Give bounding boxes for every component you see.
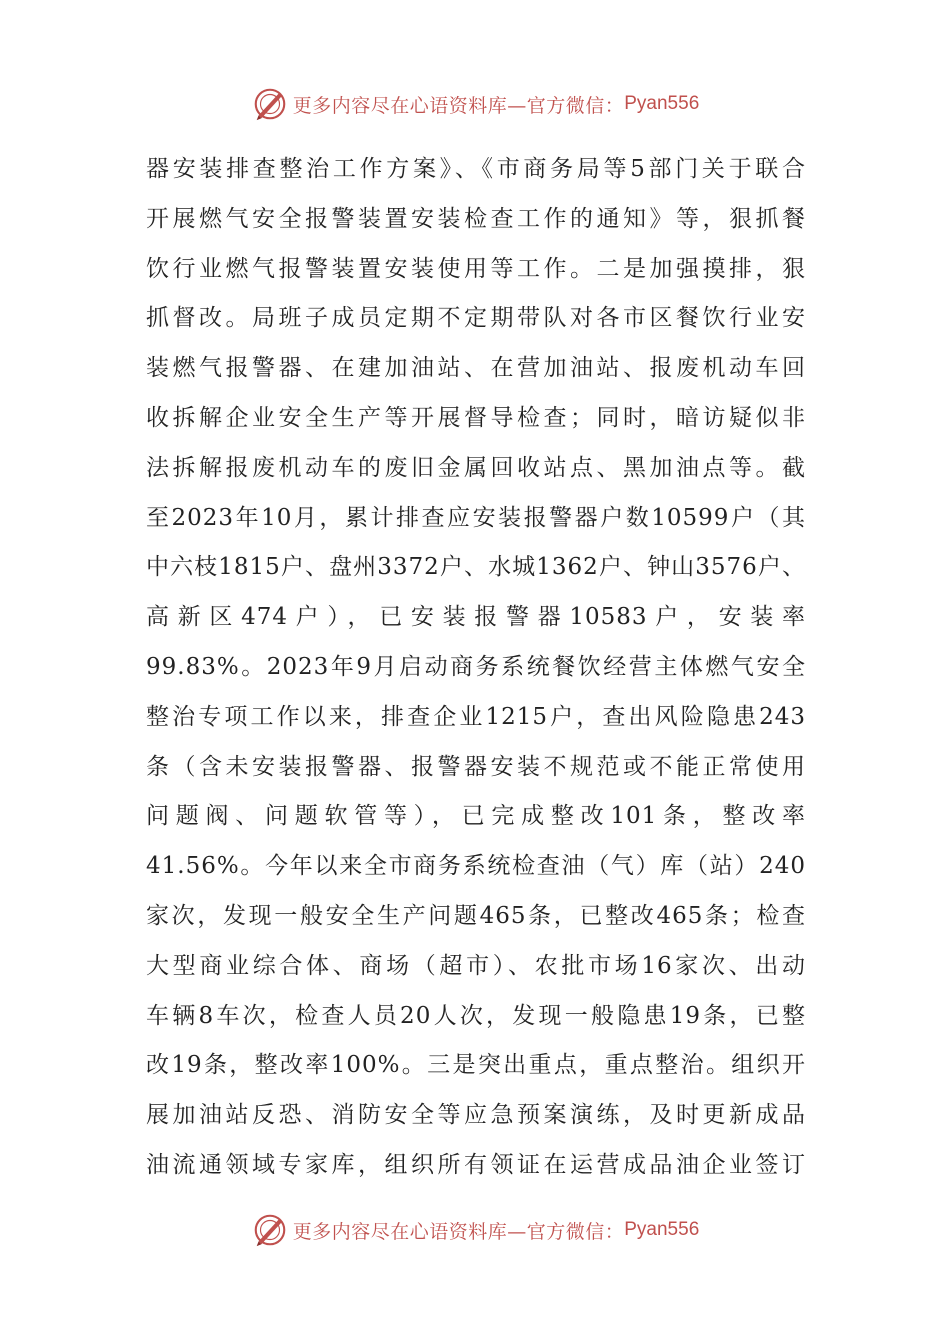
text-line: 家次，发现一般安全生产问题465条，已整改465条；检查 (146, 902, 806, 929)
banner-wechat-id: Pyan556 (624, 1219, 700, 1240)
text-line: 41.56%。今年以来全市商务系统检查油（气）库（站）240 (146, 853, 806, 880)
text-line: 99.83%。2023年9月启动商务系统餐饮经营主体燃气安全 (146, 653, 806, 680)
banner-slogan: 更多内容尽在心语资料库—官方微信： (292, 1220, 625, 1243)
text-line: 抓督改。局班子成员定期不定期带队对各市区餐饮行业安 (146, 305, 806, 332)
text-line: 油流通领域专家库，组织所有领证在运营成品油企业签订 (146, 1151, 806, 1178)
text-line: 中六枝1815户、盘州3372户、水城1362户、钟山3576户、 (146, 554, 806, 581)
text-line: 饮行业燃气报警装置安装使用等工作。二是加强摸排，狠 (146, 255, 806, 282)
text-line: 展加油站反恐、消防安全等应急预案演练，及时更新成品 (146, 1102, 806, 1129)
text-line: 开展燃气安全报警装置安装检查工作的通知》等，狠抓餐 (146, 205, 806, 232)
footer-banner (0, 1210, 950, 1250)
text-line: 高新区474户），已安装报警器10583户，安装率 (146, 604, 806, 631)
text-line: 装燃气报警器、在建加油站、在营加油站、报废机动车回 (146, 355, 806, 382)
text-line: 至2023年10月，累计排查应安装报警器户数10599户（其 (146, 504, 806, 531)
text-line: 车辆8车次，检查人员20人次，发现一般隐患19条，已整 (146, 1002, 806, 1029)
banner-slogan: 更多内容尽在心语资料库—官方微信： (292, 94, 625, 117)
text-line: 大型商业综合体、商场（超市）、农批市场16家次、出动 (146, 952, 806, 979)
document-body (146, 145, 806, 1191)
text-line: 问题阀、问题软管等），已完成整改101条，整改率 (146, 803, 806, 830)
pen-logo-icon (251, 1211, 289, 1249)
header-banner (0, 84, 950, 124)
banner-wechat-id: Pyan556 (624, 93, 700, 114)
text-line: 条（含未安装报警器、报警器安装不规范或不能正常使用 (146, 753, 806, 780)
text-line: 法拆解报废机动车的废旧金属回收站点、黑加油点等。截 (146, 454, 806, 481)
text-line: 器安装排查整治工作方案》、《市商务局等5部门关于联合 (146, 156, 806, 182)
text-line: 改19条，整改率100%。三是突出重点，重点整治。组织开 (146, 1052, 806, 1079)
text-line: 整治专项工作以来，排查企业1215户，查出风险隐患243 (146, 703, 806, 730)
text-line: 收拆解企业安全生产等开展督导检查；同时，暗访疑似非 (146, 404, 806, 431)
pen-logo-icon (251, 85, 289, 123)
